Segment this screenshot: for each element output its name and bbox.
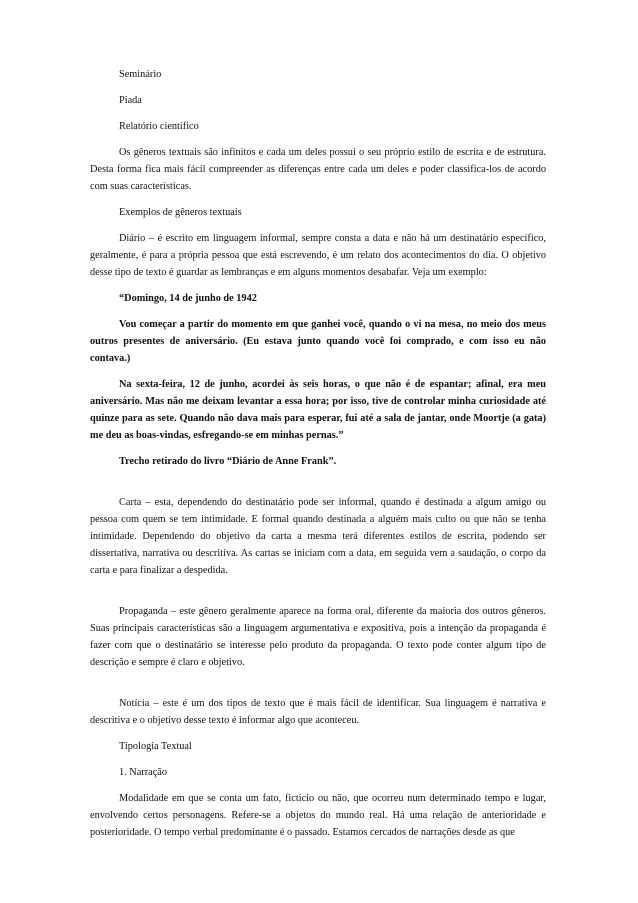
narracao-paragraph: Modalidade em que se conta um fato, fictício ou não, que ocorreu num determinado tempo e lugar, envolvendo certos personagens. Refere-se a objetos do mundo real. Há uma relação de anterioridade e posterioridade. O tempo verbal predominante é o passado. Estamos cercados de narrações desde as que <box>90 793 546 838</box>
tipologia-heading: Tipologia Textual <box>119 741 192 752</box>
intro-paragraph: Os gêneros textuais são infinitos e cada um deles possui o seu próprio estilo de escrita e de estrutura. Desta forma fica mais fácil compreender as diferenças entre cada um deles e poder classifica-los de acordo com suas características. <box>90 147 546 192</box>
narracao-heading: 1. Narração <box>119 767 168 778</box>
quote-date: “Domingo, 14 de junho de 1942 <box>119 293 257 304</box>
quote-source: Trecho retirado do livro “Diário de Anne Frank”. <box>119 456 337 467</box>
carta-paragraph: Carta – esta, dependendo do destinatário pode ser informal, quando é destinada a algum amigo ou pessoa com quem se tem intimidade. E formal quando destinada a alguém mais culto ou que não se tenha intimidade. Dependendo do objetivo da carta a mesma terá diferentes estilos de escrita, podendo ser dissertativa, narrativa ou descritiva. As cartas se iniciam com a data, em seguida vem a saudação, o corpo da carta e para finalizar a despedida. <box>90 497 546 576</box>
genre-relatorio: Relatório científico <box>119 121 199 132</box>
quote-paragraph-1: Vou começar a partir do momento em que ganhei você, quando o vi na mesa, no meio dos meus outros presentes de aniversário. (Eu estava junto quando você foi comprado, e com isso eu não contava.) <box>90 319 546 364</box>
propaganda-paragraph: Propaganda – este gênero geralmente aparece na forma oral, diferente da maioria dos outros gêneros. Suas principais características são a linguagem argumentativa e expositiva, pois a intenção da propaganda é fazer com que o destinatário se interesse pelo produto da propaganda. O texto pode conter algum tipo de descrição e sempre é claro e objetivo. <box>90 606 546 668</box>
noticia-paragraph: Notícia – este é um dos tipos de texto que é mais fácil de identificar. Sua linguagem é narrativa e descritiva e o objetivo desse texto é informar algo que aconteceu. <box>90 698 546 726</box>
genre-piada: Piada <box>119 95 142 106</box>
genre-seminario: Seminário <box>119 69 162 80</box>
diario-paragraph: Diário – é escrito em linguagem informal, sempre consta a data e não há um destinatário específico, geralmente, é para a própria pessoa que está escrevendo, é um relato dos acontecimentos do dia. O objetivo desse tipo de texto é guardar as lembranças e em alguns momentos desabafar. Veja um exemplo: <box>90 233 546 278</box>
document-body <box>90 66 546 850</box>
quote-paragraph-2: Na sexta-feira, 12 de junho, acordei às seis horas, o que não é de espantar; afinal, era meu aniversário. Mas não me deixam levantar a essa hora; por isso, tive de controlar minha curiosidade até quinze para as sete. Quando não dava mais para esperar, fui até a sala de jantar, onde Moortje (a gata) me deu as boas-vindas, esfregando-se em minhas pernas.” <box>90 379 546 441</box>
examples-heading: Exemplos de gêneros textuais <box>119 207 242 218</box>
